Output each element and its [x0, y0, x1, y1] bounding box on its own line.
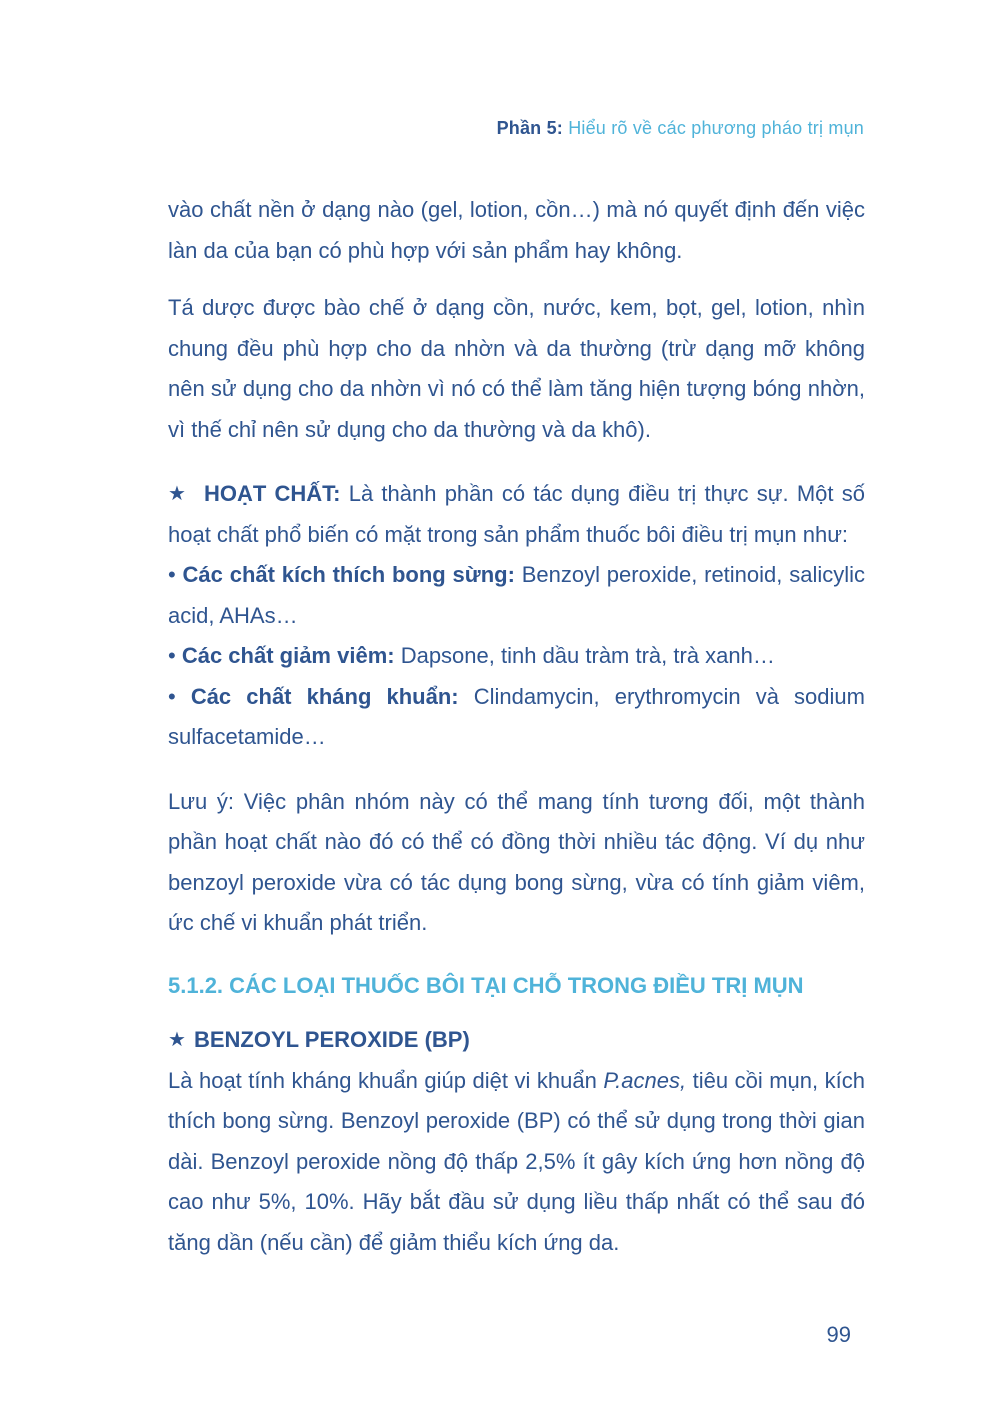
bp-heading-text: BENZOYL PEROXIDE (BP)	[193, 1027, 470, 1052]
bullet-label: Các chất kháng khuẩn:	[190, 683, 459, 709]
bp-paragraph	[168, 1061, 865, 1264]
bullet-text: Dapsone, tinh dầu tràm trà, trà xanh…	[394, 643, 775, 668]
page-body	[168, 190, 865, 1263]
bullet-item	[168, 555, 865, 636]
bullet-label: Các chất kích thích bong sừng:	[182, 562, 515, 587]
paragraph-continuation: vào chất nền ở dạng nào (gel, lotion, cồn…) mà nó quyết định đến việc làn da của bạn có phù hợp với sản phẩm hay không.	[168, 197, 865, 263]
header-part-label: Phần 5:	[496, 118, 563, 138]
bp-text-start: Là hoạt tính kháng khuẩn giúp diệt vi khuẩn	[168, 1067, 604, 1093]
active-ingredients-text: Là thành phần có tác dụng điều trị thực sự. Một số hoạt chất phổ biến có mặt trong sản phẩm thuốc bôi điều trị mụn như:	[168, 481, 865, 547]
header-chapter-title: Hiểu rõ về các phương pháo trị mụn	[568, 118, 864, 138]
bullet-icon: •	[168, 683, 176, 709]
bp-italic-term: P.acnes,	[603, 1067, 687, 1093]
bp-text-end: tiêu cồi mụn, kích thích bong sừng. Benzoyl peroxide (BP) có thể sử dụng trong thời gian dài. Benzoyl peroxide nồng độ thấp 2,5% ít gây kích ứng hơn nồng độ cao như 5%, 10%. Hãy bắt đầu sử dụng liều thấp nhất có thể sau đó tăng dần (nếu cần) để giảm thiểu kích ứng da.	[168, 1067, 865, 1255]
bullet-text: Clindamycin, erythromycin và sodium sulfacetamide…	[168, 683, 865, 749]
bullet-item	[168, 636, 865, 677]
star-icon: ★	[168, 1029, 186, 1051]
paragraph-excipients: Tá dược được bào chế ở dạng cồn, nước, kem, bọt, gel, lotion, nhìn chung đều phù hợp cho da nhờn và da thường (trừ dạng mỡ không nên sử dụng cho da nhờn vì nó có thể làm tăng hiện tượng bóng nhờn, vì thế chỉ nên sử dụng cho da thường và da khô).	[168, 295, 865, 442]
active-ingredients-intro	[168, 474, 865, 555]
page-number: 99	[826, 1322, 851, 1347]
bullet-label: Các chất giảm viêm:	[181, 643, 395, 668]
active-ingredients-label: HOẠT CHẤT:	[203, 481, 341, 506]
bullet-text: Benzoyl peroxide, retinoid, salicylic acid, AHAs…	[168, 562, 865, 628]
bp-heading	[168, 1020, 865, 1061]
running-header	[497, 118, 864, 139]
bullet-icon: •	[168, 562, 176, 587]
star-icon: ★	[168, 483, 186, 505]
section-heading: 5.1.2. CÁC LOẠI THUỐC BÔI TẠI CHỖ TRONG ĐIỀU TRỊ MỤN	[168, 972, 804, 998]
bullet-icon: •	[168, 643, 176, 668]
bullet-item	[168, 677, 865, 758]
note-paragraph: Lưu ý: Việc phân nhóm này có thể mang tính tương đối, một thành phần hoạt chất nào đó có thể có đồng thời nhiều tác động. Ví dụ như benzoyl peroxide vừa có tác dụng bong sừng, vừa có tính giảm viêm, ức chế vi khuẩn phát triển.	[168, 788, 865, 935]
